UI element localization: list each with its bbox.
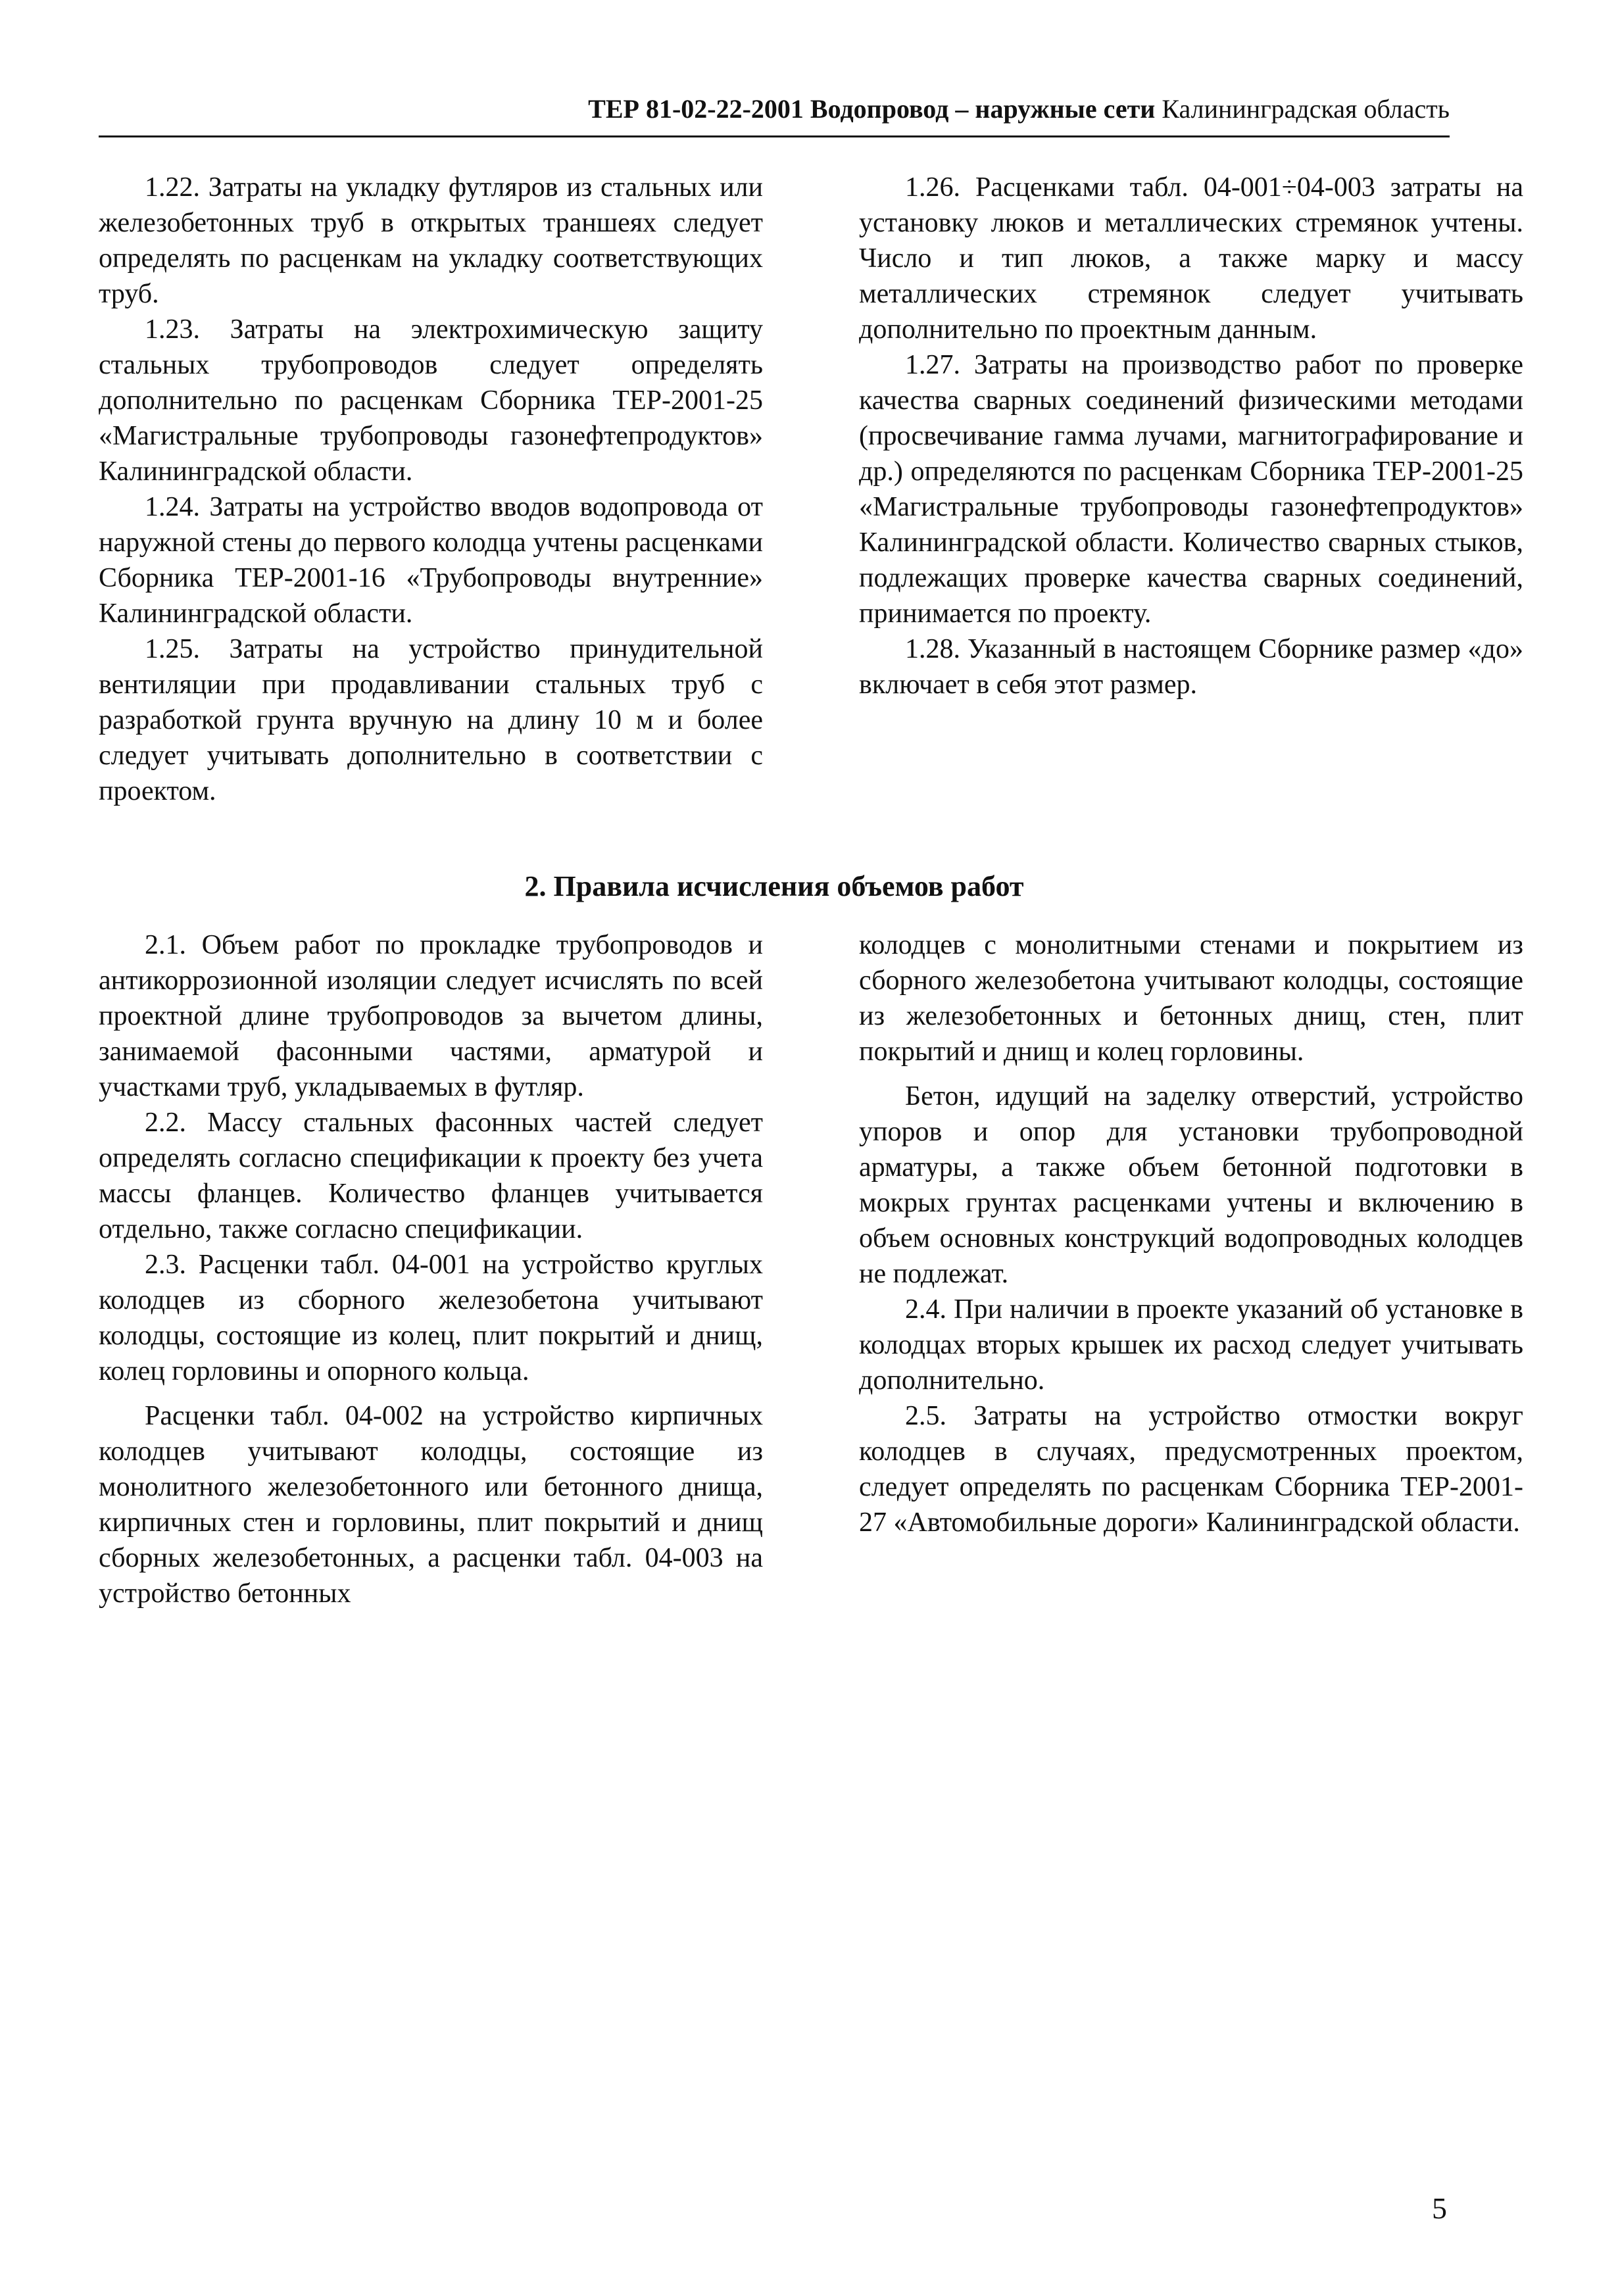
- paragraph-1-24: 1.24. Затраты на устройство вводов водопровода от наружной стены до первого колодца учтены расценками Сборника ТЕР-2001-16 «Трубопроводы внутренние» Калининградской области.: [99, 492, 763, 629]
- header-title: Водопровод – наружные сети: [810, 94, 1156, 124]
- running-header: [99, 92, 1450, 137]
- paragraph-concrete: Бетон, идущий на заделку отверстий, устройство упоров и опор для установки трубопроводной арматуры, а также объем бетонной подготовки в мокрых грунтах расценками учтены и включению в объем основных конструкций водопроводных колодцев не подлежат.: [859, 1081, 1523, 1289]
- paragraph-1-27: 1.27. Затраты на производство работ по проверке качества сварных соединений физическими методами (просвечивание гамма лучами, магнитографирование и др.) определяются по расценкам Сборника ТЕР-2001-25 «Магистральные трубопроводы газонефтепродуктов» Калининградской области. Количество сварных стыков, подлежащих проверке качества сварных соединений, принимается по проекту.: [859, 350, 1523, 629]
- paragraph-2-2: 2.2. Массу стальных фасонных частей следует определять согласно спецификации к проекту без учета массы фланцев. Количество фланцев учитывается отдельно, также согласно спецификации.: [99, 1108, 763, 1244]
- paragraph-1-22: 1.22. Затраты на укладку футляров из стальных или железобетонных труб в открытых траншеях следует определять по расценкам на укладку соответствующих труб.: [99, 172, 763, 309]
- paragraph-1-23: 1.23. Затраты на электрохимическую защиту стальных трубопроводов следует определять дополнительно по расценкам Сборника ТЕР-2001-25 «Магистральные трубопроводы газонефтепродуктов» Калининградской области.: [99, 314, 763, 487]
- paragraph-2-1: 2.1. Объем работ по прокладке трубопроводов и антикоррозионной изоляции следует исчислять по всей проектной длине трубопроводов за вычетом длины, занимаемой фасонными частями, арматурой и участками труб, укладываемых в футляр.: [99, 930, 763, 1102]
- paragraph-2-3: 2.3. Расценки табл. 04-001 на устройство круглых колодцев из сборного железобетона учитывают колодцы, состоящие из колец, плит покрытий и днищ, колец горловины и опорного кольца.: [99, 1250, 763, 1386]
- paragraph-2-3-cont: Расценки табл. 04-002 на устройство кирпичных колодцев учитывают колодцы, состоящие из монолитного железобетонного или бетонного днища, кирпичных стен и горловины, плит покрытий и днищ сборных железобетонных, а расценки табл. 04-003 на устройство бетонных: [99, 1401, 763, 1609]
- paragraph-1-25: 1.25. Затраты на устройство принудительной вентиляции при продавливании стальных труб с разработкой грунта вручную на длину 10 м и более следует учитывать дополнительно в соответствии с проектом.: [99, 634, 763, 806]
- paragraph-1-28: 1.28. Указанный в настоящем Сборнике размер «до» включает в себя этот размер.: [859, 634, 1523, 700]
- paragraph-2-5: 2.5. Затраты на устройство отмостки вокруг колодцев в случаях, предусмотренных проектом, следует определять по расценкам Сборника ТЕР-2001-27 «Автомобильные дороги» Калининградской области.: [859, 1401, 1523, 1538]
- section1-right-column: [859, 170, 1523, 702]
- section2-left-column: [99, 927, 763, 1611]
- page-number: 5: [1432, 2191, 1447, 2225]
- section-2-title: 2. Правила исчисления объемов работ: [524, 870, 1024, 902]
- paragraph-2-4: 2.4. При наличии в проекте указаний об установке в колодцах вторых крышек их расход следует учитывать дополнительно.: [859, 1294, 1523, 1396]
- section2-right-column: [859, 927, 1523, 1540]
- header-code: ТЕР 81-02-22-2001: [588, 94, 804, 124]
- header-region: Калининградская область: [1162, 94, 1450, 124]
- paragraph-1-26: 1.26. Расценками табл. 04-001÷04-003 затраты на установку люков и металлических стремянок учтены. Число и тип люков, а также марку и массу металлических стремянок следует учитывать дополнительно по проектным данным.: [859, 172, 1523, 345]
- paragraph-2-3-tail: колодцев с монолитными стенами и покрытием из сборного железобетона учитывают колодцы, состоящие из железобетонных и бетонных днищ, стен, плит покрытий и днищ и колец горловины.: [859, 930, 1523, 1067]
- section1-left-column: [99, 170, 763, 809]
